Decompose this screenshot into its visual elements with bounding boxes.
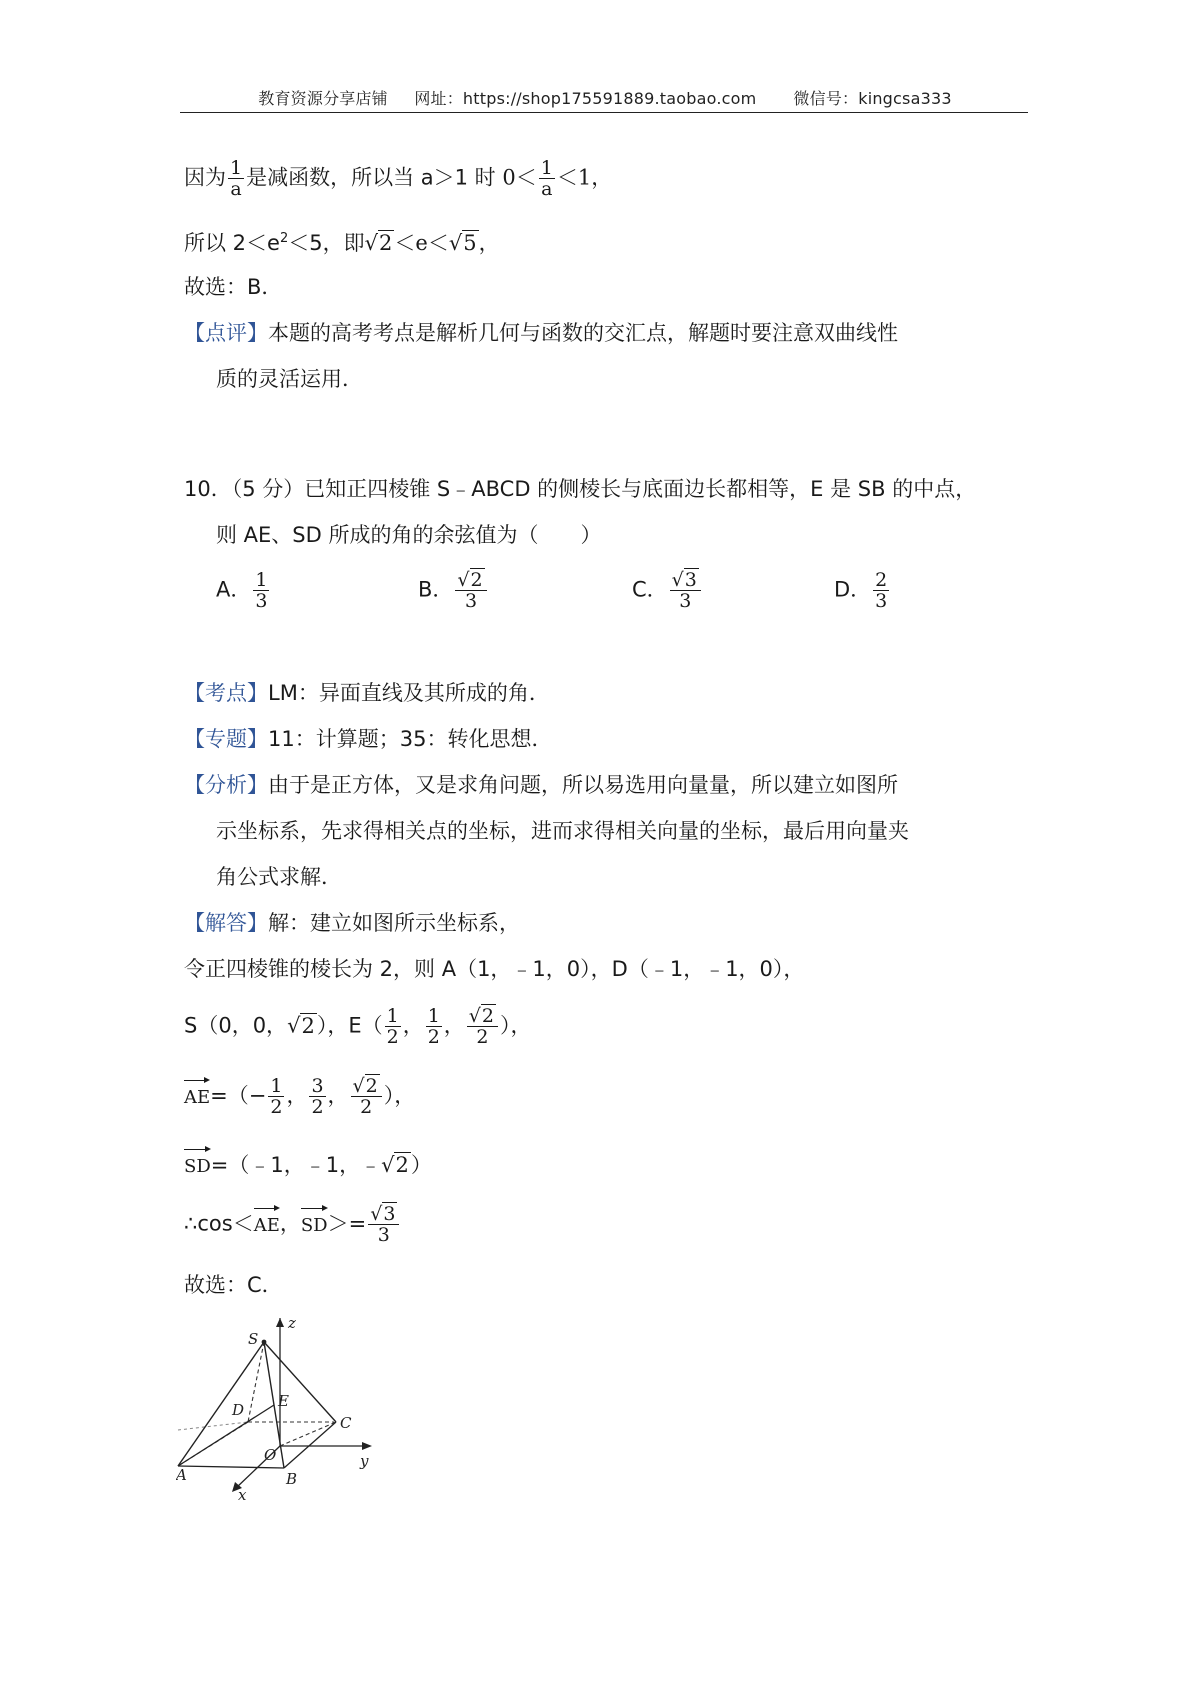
- question-line-2: 则 AE、SD 所成的角的余弦值为（ ）: [216, 523, 602, 547]
- fenxi-line-3: 角公式求解．: [216, 865, 342, 889]
- label-d: D: [232, 1401, 245, 1419]
- header-rule: [180, 112, 1028, 113]
- header-wechat-label: 微信号：: [793, 89, 859, 108]
- fraction-1-over-a-2: $\frac{1}{a}$: [540, 157, 553, 200]
- edge-ab: [178, 1466, 284, 1468]
- label-z: z: [288, 1318, 296, 1332]
- fenxi-line: 【分析】由于是正方体，又是求角问题，所以易选用向量量，所以建立如图所: [184, 773, 898, 797]
- label-y: y: [360, 1452, 369, 1470]
- edge-bc: [284, 1422, 336, 1468]
- option-c[interactable]: C． $\frac{√3}{3}$: [632, 570, 703, 611]
- prev-answer: 故选：B．: [184, 275, 283, 299]
- header-wechat: kingcsa333: [858, 89, 952, 108]
- ae-vector-line: AE=（− $\frac{1}{2}$ ， $\frac{3}{2}$ ， $\frac{√2}{2}$ ），: [184, 1075, 416, 1118]
- segment-ae: [178, 1405, 277, 1466]
- sqrt-2: √2: [364, 231, 393, 255]
- option-b[interactable]: B． $\frac{√2}{3}$: [418, 570, 489, 611]
- z-axis-arrow: [276, 1318, 284, 1327]
- label-o: O: [264, 1446, 277, 1464]
- label-s: S: [248, 1330, 259, 1348]
- prev-comment: 【点评】本题的高考考点是解析几何与函数的交汇点，解题时要注意双曲线性: [184, 321, 898, 345]
- question-line-1: 10．（5 分）已知正四棱锥 S﹣ABCD 的侧棱长与底面边长都相等，E 是 SB 的中点，: [184, 477, 977, 501]
- label-c: C: [340, 1414, 352, 1432]
- jieda-line-2: 令正四棱锥的棱长为 2，则 A（1，﹣1，0），D（﹣1，﹣1，0），: [184, 957, 805, 981]
- cos-line: ∴cos＜AE，SD＞= $\frac{√3}{3}$: [184, 1204, 401, 1245]
- vector-sd: SD: [184, 1146, 211, 1182]
- option-d[interactable]: D． $\frac{2}{3}$: [834, 569, 888, 612]
- header-url[interactable]: https://shop175591889.taobao.com: [462, 89, 757, 108]
- point-s: [262, 1340, 267, 1345]
- sd-vector-line: SD=（﹣1，﹣1，﹣√2）: [184, 1146, 432, 1182]
- label-x: x: [238, 1486, 247, 1504]
- option-a[interactable]: A． $\frac{1}{3}$: [216, 569, 268, 612]
- prev-line-2: 所以 $2<e^2<5$，即√2＜e＜√5，: [184, 231, 500, 255]
- fenxi-line-2: 示坐标系，先求得相关点的坐标，进而求得相关向量的坐标，最后用向量夹: [216, 819, 909, 843]
- header-shop: 教育资源分享店铺: [258, 89, 388, 108]
- prev-comment-cont: 质的灵活运用．: [216, 367, 363, 391]
- jieda-line: 【解答】解：建立如图所示坐标系，: [184, 911, 520, 935]
- pyramid-figure: [176, 1318, 406, 1518]
- fraction-1-over-a: $\frac{1}{a}$: [230, 157, 243, 200]
- header-url-label: 网址：: [414, 89, 463, 108]
- label-b: B: [286, 1470, 298, 1488]
- zhuanti-line: 【专题】11：计算题；35：转化思想．: [184, 727, 553, 751]
- page-header: [180, 86, 1030, 109]
- kaodian-line: 【考点】LM：异面直线及其所成的角．: [184, 681, 550, 705]
- comment-tag: 【点评】: [184, 321, 268, 345]
- label-a: A: [176, 1466, 187, 1484]
- prev-line-1: 因为 $\frac{1}{a}$ 是减函数，所以当 a＞1 时 0＜ $\frac{1}{a}$ ＜1，: [184, 157, 613, 200]
- sqrt-5: √5: [448, 231, 477, 255]
- edge-oc: [280, 1422, 336, 1446]
- y-axis-arrow: [362, 1442, 372, 1450]
- vector-ae: AE: [184, 1077, 210, 1113]
- solution-answer: 故选：C．: [184, 1273, 283, 1297]
- label-e: E: [278, 1392, 289, 1410]
- s-e-points: S（0，0，√2），E（ $\frac{1}{2}$ ， $\frac{1}{2}$ ， $\frac{√2}{2}$ ），: [184, 1005, 532, 1048]
